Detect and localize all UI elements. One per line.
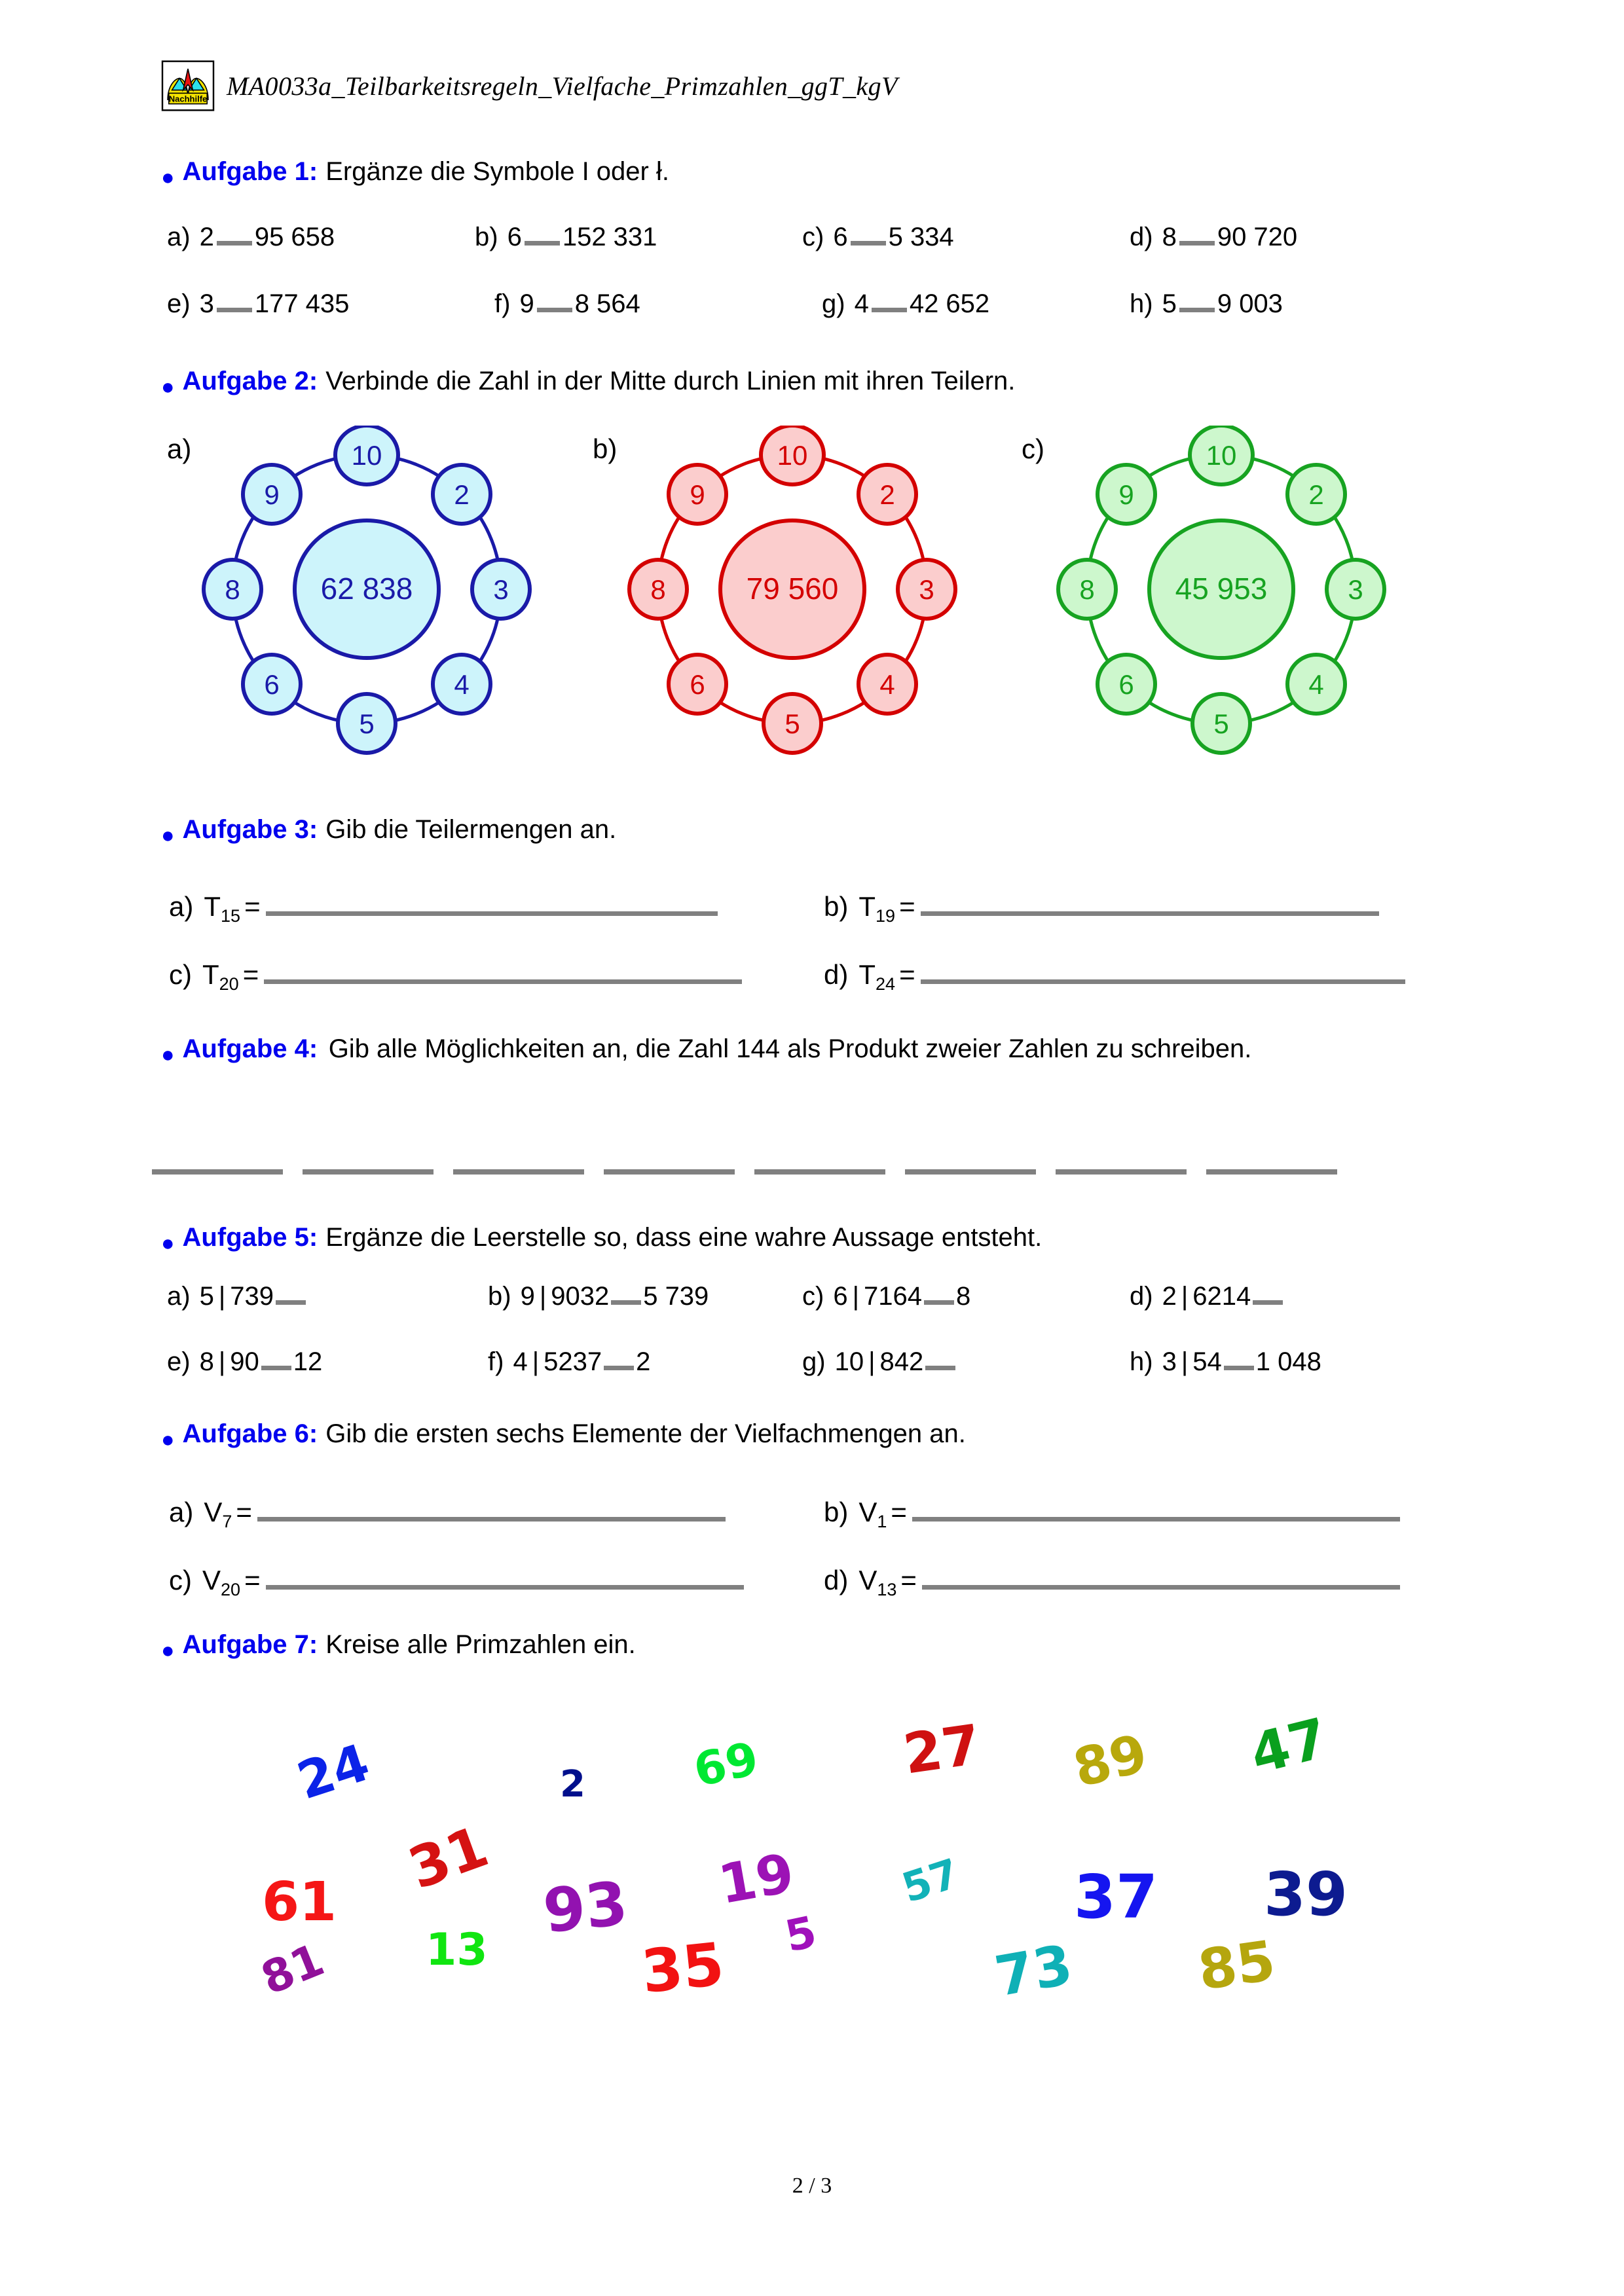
- task-3-heading: [161, 815, 616, 847]
- svg-text:8: 8: [225, 574, 240, 605]
- prime-candidate-number[interactable]: 35: [638, 1929, 728, 2007]
- item-number: 90 720: [1217, 223, 1298, 251]
- answer-blank[interactable]: [1179, 221, 1215, 246]
- answer-blank[interactable]: [217, 288, 252, 312]
- svg-text:9: 9: [264, 479, 280, 510]
- answer-blank[interactable]: [924, 1282, 954, 1305]
- answer-blank[interactable]: [604, 1347, 634, 1370]
- bullet-icon: ●: [161, 374, 175, 399]
- item-letter: d): [824, 1565, 849, 1595]
- task-4-heading: [161, 1034, 1464, 1066]
- svg-text:2: 2: [454, 479, 470, 510]
- answer-blank[interactable]: [1179, 288, 1215, 312]
- task-1-item-g: [822, 288, 1130, 319]
- prime-candidate-number[interactable]: 61: [262, 1871, 337, 1933]
- answer-blank[interactable]: [453, 1167, 584, 1175]
- task-5-item-f: [488, 1347, 802, 1377]
- answer-blank[interactable]: [611, 1282, 641, 1305]
- answer-blank[interactable]: [851, 221, 886, 246]
- bullet-icon: ●: [161, 1042, 175, 1067]
- item-number: 42 652: [909, 289, 990, 318]
- divisor-circle-a: [164, 426, 596, 766]
- set-subscript: 20: [221, 1580, 241, 1599]
- document-title: MA0033a_Teilbarkeitsregeln_Vielfache_Primzahlen_ggT_kgV: [227, 71, 898, 101]
- task-6-heading: [161, 1419, 966, 1451]
- item-letter: h): [1130, 1347, 1153, 1376]
- divides-symbol: |: [1181, 1282, 1189, 1311]
- item-number-tail: 8: [955, 1282, 971, 1311]
- item-letter: c): [169, 959, 192, 990]
- task-6-item-d: d) V 13 =: [824, 1563, 1400, 1596]
- divisor-circle-b: [589, 426, 1022, 766]
- task-6-item-b: b) V 1 =: [824, 1495, 1400, 1528]
- task-6-label: Aufgabe 6:: [182, 1419, 318, 1448]
- item-letter: e): [167, 289, 191, 318]
- item-divisor: 8: [199, 1347, 214, 1376]
- circle-letter-a: a): [167, 433, 192, 464]
- circle-letter-b: b): [593, 433, 618, 464]
- divides-symbol: |: [539, 1282, 547, 1311]
- task-3-item-c: c) T 20 =: [169, 957, 742, 991]
- circle-diagram-a-svg: [164, 426, 570, 759]
- answer-line[interactable]: [257, 1495, 726, 1522]
- svg-text:6: 6: [1118, 669, 1134, 700]
- item-divisor: 5: [199, 1282, 214, 1311]
- answer-blank[interactable]: [525, 221, 560, 246]
- svg-text:8: 8: [1079, 574, 1095, 605]
- item-number: 739: [230, 1282, 274, 1311]
- item-letter: c): [802, 1282, 824, 1311]
- item-divisor: 10: [834, 1347, 864, 1376]
- task-3-item-d: d) T 24 =: [824, 957, 1405, 991]
- page-header: [161, 60, 898, 111]
- item-divisor: 6: [833, 223, 848, 251]
- svg-text:62 838: 62 838: [320, 572, 413, 606]
- circle-diagram-b-svg: [589, 426, 995, 759]
- answer-blank[interactable]: [872, 288, 907, 312]
- circle-letter-c: c): [1022, 433, 1044, 464]
- item-letter: e): [167, 1347, 191, 1376]
- divides-symbol: |: [868, 1347, 876, 1376]
- item-letter: a): [169, 891, 194, 922]
- task-2-label: Aufgabe 2:: [182, 367, 318, 395]
- item-letter: f): [488, 1347, 504, 1376]
- answer-blank[interactable]: [261, 1347, 291, 1370]
- task-3-item-a: a) T 15 =: [169, 889, 718, 922]
- prime-candidate-number[interactable]: 19: [714, 1842, 799, 1917]
- item-divisor: 4: [513, 1347, 528, 1376]
- task-5-item-e: [167, 1347, 488, 1377]
- task-3-label: Aufgabe 3:: [182, 815, 318, 844]
- item-letter: d): [824, 959, 849, 990]
- task-7-text: Kreise alle Primzahlen ein.: [325, 1630, 636, 1659]
- task-3-item-b: b) T 19 =: [824, 889, 1379, 922]
- set-subscript: 20: [219, 974, 239, 994]
- set-symbol: V: [858, 1497, 877, 1527]
- set-subscript: 24: [876, 974, 896, 994]
- item-number: 54: [1192, 1347, 1222, 1376]
- task-1-label: Aufgabe 1:: [182, 157, 318, 186]
- item-letter: b): [824, 891, 849, 922]
- divisor-circle-c: [1018, 426, 1450, 766]
- prime-candidate-number[interactable]: 24: [290, 1733, 377, 1812]
- item-divisor: 6: [507, 223, 522, 251]
- item-number: 842: [879, 1347, 924, 1376]
- answer-blank[interactable]: [1206, 1167, 1337, 1175]
- set-symbol: V: [204, 1497, 223, 1527]
- prime-candidate-number[interactable]: 5: [781, 1906, 821, 1962]
- task-1-item-d: [1130, 221, 1297, 252]
- divides-symbol: |: [218, 1347, 226, 1376]
- item-letter: a): [167, 1282, 191, 1311]
- divides-symbol: |: [218, 1282, 226, 1311]
- item-divisor: 6: [833, 1282, 848, 1311]
- prime-candidate-number[interactable]: 39: [1264, 1859, 1348, 1929]
- task-5-row-2: [167, 1347, 1321, 1377]
- bullet-icon: ●: [161, 1427, 175, 1452]
- svg-text:4: 4: [879, 669, 895, 700]
- item-number-tail: 5 739: [643, 1282, 709, 1311]
- svg-text:3: 3: [1348, 574, 1363, 605]
- svg-text:4: 4: [1308, 669, 1324, 700]
- answer-blank[interactable]: [217, 221, 252, 246]
- svg-text:5: 5: [1213, 708, 1229, 739]
- item-divisor: 2: [1162, 1282, 1177, 1311]
- task-2-heading: [161, 367, 1015, 398]
- prime-candidate-number[interactable]: 2: [560, 1763, 585, 1806]
- svg-text:10: 10: [1206, 440, 1237, 471]
- svg-text:45 953: 45 953: [1175, 572, 1268, 606]
- task-4-label: Aufgabe 4:: [182, 1034, 318, 1063]
- item-number-tail: 1 048: [1255, 1347, 1321, 1376]
- task-5-item-c: [802, 1282, 1130, 1311]
- item-letter: f): [494, 289, 511, 318]
- task-1-row-1: [167, 221, 1297, 252]
- page-footer: 2 / 3: [792, 2174, 832, 2198]
- task-6-item-c: c) V 20 =: [169, 1563, 744, 1596]
- task-5-item-h: [1130, 1347, 1321, 1377]
- answer-blank[interactable]: [1056, 1167, 1187, 1175]
- prime-number-scatter: [0, 1696, 1624, 2088]
- task-1-item-e: [167, 288, 475, 319]
- set-symbol: V: [858, 1565, 877, 1595]
- item-number: 9032: [551, 1282, 610, 1311]
- svg-text:5: 5: [784, 708, 800, 739]
- task-7-label: Aufgabe 7:: [182, 1630, 318, 1659]
- task-1-item-b: [475, 221, 802, 252]
- item-letter: b): [824, 1497, 849, 1527]
- answer-blank[interactable]: [1253, 1282, 1283, 1305]
- task-1-row-2: [167, 288, 1283, 319]
- item-divisor: 3: [1162, 1347, 1177, 1376]
- set-symbol: T: [202, 959, 219, 990]
- task-1-heading: [161, 157, 669, 189]
- set-subscript: 1: [877, 1512, 887, 1531]
- item-number: 7164: [863, 1282, 922, 1311]
- item-letter: a): [169, 1497, 194, 1527]
- task-6-text: Gib die ersten sechs Elemente der Vielfachmengen an.: [325, 1419, 966, 1448]
- nachhilfe-logo-icon: [161, 60, 215, 111]
- svg-text:79 560: 79 560: [746, 572, 839, 606]
- item-divisor: 2: [199, 223, 214, 251]
- item-letter: b): [475, 223, 498, 251]
- item-letter: g): [802, 1347, 826, 1376]
- item-divisor: 5: [1162, 289, 1177, 318]
- set-subscript: 15: [221, 906, 241, 926]
- bullet-icon: ●: [161, 1231, 175, 1256]
- item-number: 95 658: [254, 223, 335, 251]
- answer-blank[interactable]: [303, 1167, 434, 1175]
- prime-candidate-number[interactable]: 85: [1194, 1928, 1280, 2003]
- prime-candidate-number[interactable]: 31: [400, 1813, 497, 1903]
- answer-blank[interactable]: [276, 1282, 306, 1305]
- item-number-tail: 2: [636, 1347, 651, 1376]
- task-1-item-h: [1130, 288, 1283, 319]
- item-number: 8 564: [574, 289, 640, 318]
- svg-text:3: 3: [919, 574, 934, 605]
- task-5-row-1: [167, 1282, 1285, 1311]
- task-1-item-c: [802, 221, 1130, 252]
- svg-text:3: 3: [493, 574, 509, 605]
- task-4-text: Gib alle Möglichkeiten an, die Zahl 144 als Produkt zweier Zahlen zu schreiben.: [328, 1034, 1252, 1063]
- answer-line[interactable]: [922, 1563, 1400, 1590]
- task-4-answer-blanks: [152, 1167, 1337, 1175]
- item-letter: c): [169, 1565, 192, 1595]
- item-divisor: 8: [1162, 223, 1177, 251]
- prime-candidate-number[interactable]: 37: [1074, 1862, 1158, 1932]
- bullet-icon: ●: [161, 165, 175, 190]
- svg-text:8: 8: [650, 574, 666, 605]
- prime-candidate-number[interactable]: 13: [426, 1924, 488, 1976]
- bullet-icon: ●: [161, 823, 175, 848]
- task-1-text: Ergänze die Symbole I oder ł.: [325, 157, 669, 186]
- item-number: 90: [230, 1347, 259, 1376]
- task-7-heading: [161, 1630, 636, 1662]
- item-letter: b): [488, 1282, 511, 1311]
- answer-line[interactable]: [921, 957, 1405, 984]
- svg-text:9: 9: [1118, 479, 1134, 510]
- item-letter: d): [1130, 1282, 1153, 1311]
- answer-blank[interactable]: [905, 1167, 1036, 1175]
- svg-text:2: 2: [1308, 479, 1324, 510]
- prime-candidate-number[interactable]: 27: [899, 1712, 985, 1787]
- answer-blank[interactable]: [925, 1347, 955, 1370]
- item-letter: h): [1130, 289, 1153, 318]
- item-number: 152 331: [562, 223, 657, 251]
- svg-text:9: 9: [690, 479, 705, 510]
- prime-candidate-number[interactable]: 47: [1244, 1705, 1335, 1787]
- task-2-text: Verbinde die Zahl in der Mitte durch Linien mit ihren Teilern.: [325, 367, 1016, 395]
- item-divisor: 9: [520, 1282, 535, 1311]
- answer-blank[interactable]: [604, 1167, 735, 1175]
- answer-line[interactable]: [266, 1563, 744, 1590]
- bullet-icon: ●: [161, 1638, 175, 1663]
- task-1-item-f: [494, 288, 822, 319]
- answer-line[interactable]: [266, 889, 718, 916]
- divides-symbol: |: [852, 1282, 859, 1311]
- set-subscript: 19: [876, 906, 896, 926]
- task-5-label: Aufgabe 5:: [182, 1223, 318, 1252]
- divides-symbol: |: [1181, 1347, 1189, 1376]
- set-symbol: T: [858, 959, 876, 990]
- set-subscript: 13: [877, 1580, 897, 1599]
- item-letter: c): [802, 223, 824, 251]
- set-symbol: V: [202, 1565, 221, 1595]
- set-symbol: T: [204, 891, 221, 922]
- set-symbol: T: [858, 891, 876, 922]
- prime-candidate-number[interactable]: 81: [254, 1934, 331, 2005]
- answer-line[interactable]: [264, 957, 742, 984]
- svg-text:Nachhilfe: Nachhilfe: [168, 94, 208, 104]
- answer-line[interactable]: [912, 1495, 1400, 1522]
- svg-text:10: 10: [351, 440, 382, 471]
- svg-text:10: 10: [777, 440, 808, 471]
- item-number-tail: 12: [293, 1347, 323, 1376]
- task-3-text: Gib die Teilermengen an.: [325, 815, 617, 844]
- item-divisor: 9: [519, 289, 534, 318]
- answer-blank[interactable]: [537, 288, 572, 312]
- item-number: 177 435: [254, 289, 350, 318]
- prime-candidate-number[interactable]: 69: [689, 1731, 763, 1798]
- task-5-item-b: [488, 1282, 802, 1311]
- item-divisor: 4: [854, 289, 869, 318]
- svg-text:6: 6: [690, 669, 705, 700]
- prime-candidate-number[interactable]: 57: [896, 1849, 965, 1912]
- item-letter: g): [822, 289, 845, 318]
- answer-blank[interactable]: [152, 1167, 283, 1175]
- prime-candidate-number[interactable]: 89: [1067, 1722, 1153, 1800]
- item-number: 6214: [1192, 1282, 1251, 1311]
- divides-symbol: |: [532, 1347, 540, 1376]
- svg-text:2: 2: [879, 479, 895, 510]
- item-number: 9 003: [1217, 289, 1283, 318]
- task-5-heading: [161, 1223, 1042, 1254]
- answer-line[interactable]: [921, 889, 1379, 916]
- task-5-item-g: [802, 1347, 1130, 1377]
- task-5-text: Ergänze die Leerstelle so, dass eine wahre Aussage entsteht.: [325, 1223, 1043, 1252]
- item-letter: d): [1130, 223, 1153, 251]
- circle-diagram-c-svg: [1018, 426, 1424, 759]
- svg-text:4: 4: [454, 669, 470, 700]
- task-5-item-d: [1130, 1282, 1285, 1311]
- svg-text:6: 6: [264, 669, 280, 700]
- item-divisor: 3: [199, 289, 214, 318]
- task-1-item-a: [167, 221, 475, 252]
- task-6-item-a: a) V 7 =: [169, 1495, 726, 1528]
- item-number: 5237: [544, 1347, 602, 1376]
- prime-candidate-number[interactable]: 93: [540, 1868, 631, 1947]
- answer-blank[interactable]: [1224, 1347, 1254, 1370]
- item-number: 5 334: [888, 223, 954, 251]
- item-letter: a): [167, 223, 191, 251]
- svg-text:5: 5: [359, 708, 375, 739]
- prime-candidate-number[interactable]: 73: [990, 1932, 1077, 2009]
- set-subscript: 7: [222, 1512, 232, 1531]
- task-5-item-a: [167, 1282, 488, 1311]
- answer-blank[interactable]: [754, 1167, 885, 1175]
